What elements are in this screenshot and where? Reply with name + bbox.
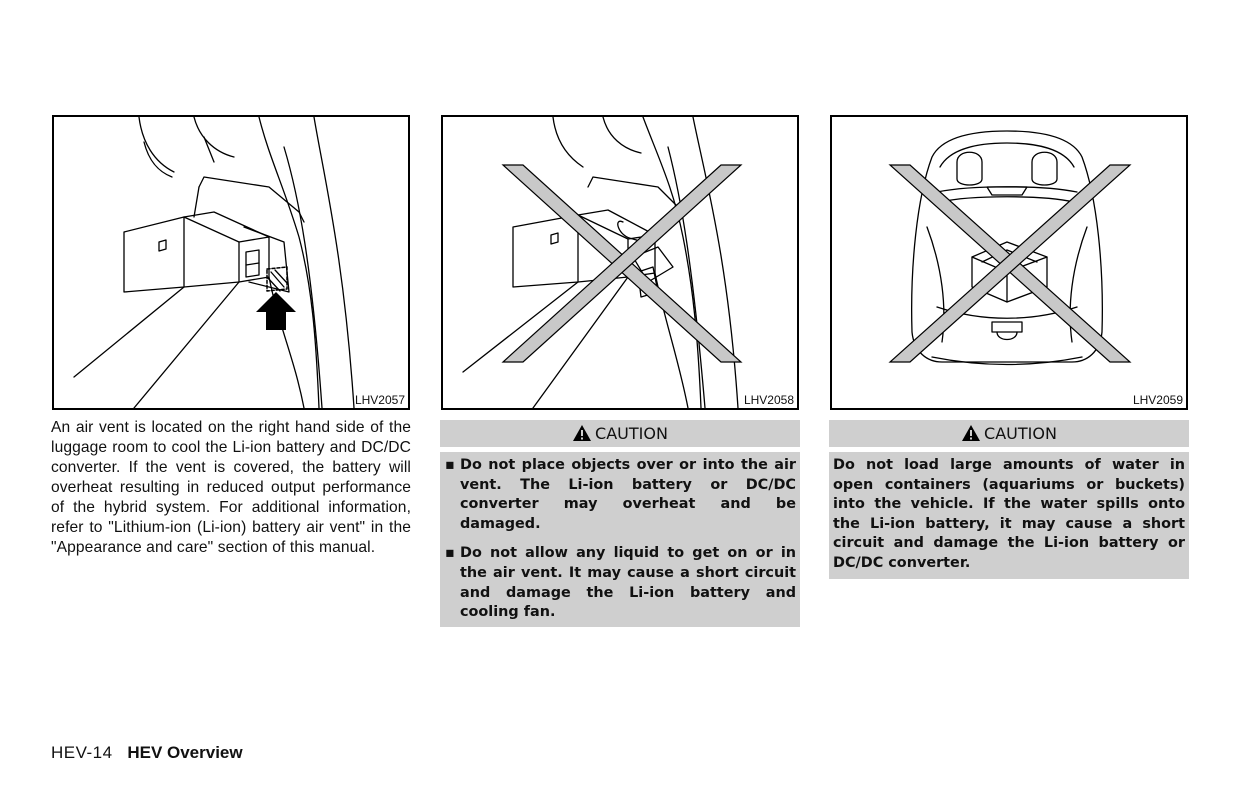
air-vent-description: An air vent is located on the right hand side of the luggage room to cool the Li-ion battery and DC/DC converter. If the vent is covered, the battery will overheat resulting in reduced output performance of the hybrid system. For additional information, refer to "Lithium-ion (Li-ion) battery air vent" in the "Appearance and care" section of this manual. <box>51 419 411 556</box>
caution-item-text: Do not allow any liquid to get on or in the air vent. It may cause a short circuit and damage the Li-ion battery and cooling fan. <box>460 545 796 621</box>
caution-title: CAUTION <box>595 424 668 443</box>
arrow-icon <box>256 292 296 330</box>
caution-list <box>444 456 796 623</box>
caution-title: CAUTION <box>984 424 1057 443</box>
caution-heading <box>440 420 800 447</box>
vehicle-topview-illustration <box>832 117 1186 408</box>
figure-air-vent <box>52 115 410 410</box>
caution-box <box>440 452 800 627</box>
warning-triangle-icon <box>572 424 592 442</box>
warning-triangle-icon <box>961 424 981 442</box>
luggage-room-illustration <box>54 117 408 408</box>
bullet-marker: ▪ <box>445 457 455 473</box>
figure-code: LHV2058 <box>743 393 794 407</box>
caution-item-text: Do not place objects over or into the air vent. The Li-ion battery or DC/DC converter may overheat and be damaged. <box>460 457 796 532</box>
caution-box <box>829 452 1189 579</box>
figure-code: LHV2059 <box>1132 393 1183 407</box>
section-title: HEV Overview <box>127 743 243 762</box>
caution-item <box>444 544 796 622</box>
bullet-marker: ▪ <box>445 545 455 562</box>
caution-heading <box>829 420 1189 447</box>
caution-text: Do not load large amounts of water in open containers (aquariums or buckets) into the vehicle. If the water spills onto the Li-ion battery, it may cause a short circuit and damage the Li-ion battery or DC/DC converter. <box>833 457 1185 571</box>
page-footer <box>51 743 243 763</box>
prohibited-cross-icon <box>503 165 741 362</box>
vent-blocked-illustration <box>443 117 797 408</box>
figure-code: LHV2057 <box>354 393 405 407</box>
caution-item <box>444 456 796 534</box>
figure-water-prohibited <box>830 115 1188 410</box>
figure-vent-blocked-prohibited <box>441 115 799 410</box>
page-number: HEV-14 <box>51 743 113 762</box>
